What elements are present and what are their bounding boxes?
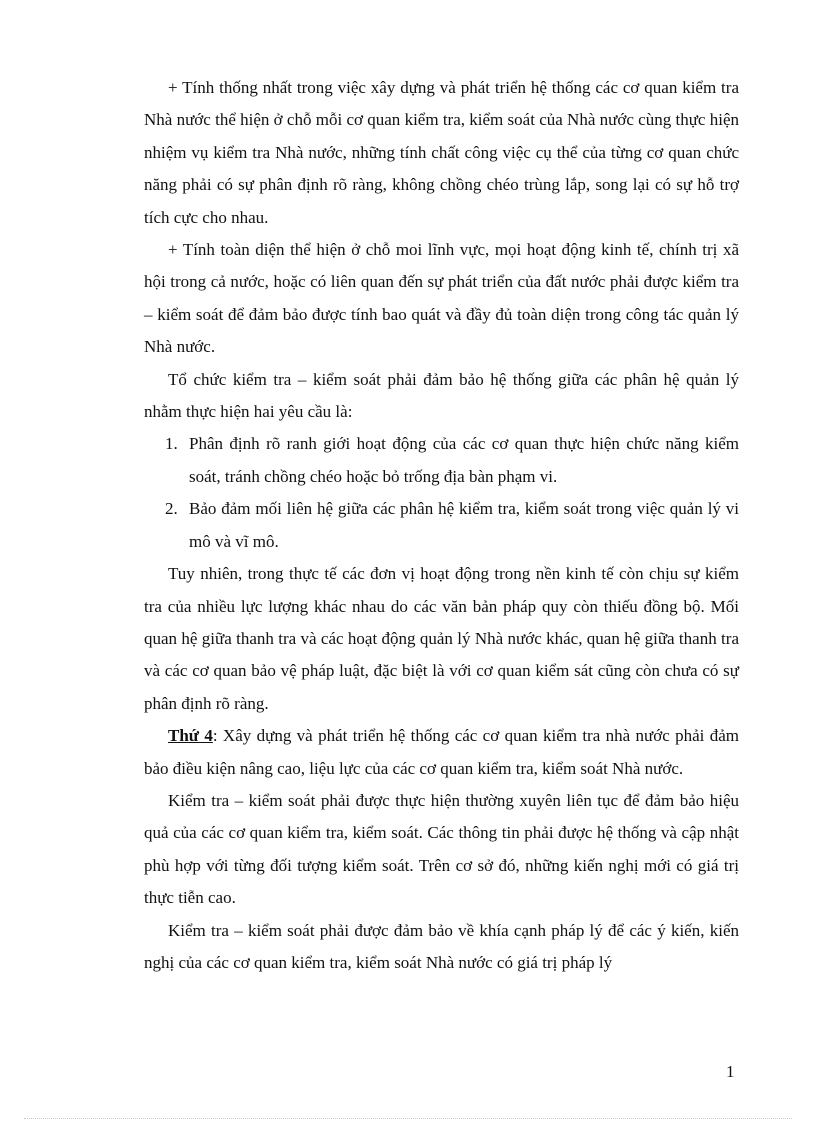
page-bottom-divider (24, 1118, 792, 1119)
paragraph-comprehensiveness: + Tính toàn diện thể hiện ở chỗ moi lĩnh vực, mọi hoạt động kinh tế, chính trị xã hội trong cả nước, hoặc có liên quan đến sự phát triển của đất nước phải được kiểm tra – kiểm soát để đảm bảo được tính bao quát và đầy đủ toàn diện trong công tác quản lý Nhà nước. (144, 240, 739, 357)
fourth-label: Thứ 4 (168, 726, 213, 746)
page-number: 1 (726, 1062, 735, 1081)
list-item-text: Phân định rõ ranh giới hoạt động của các cơ quan thực hiện chức năng kiểm soát, tránh chồng chéo hoặc bỏ trống địa bàn phạm vi. (189, 434, 739, 486)
paragraph-unity: + Tính thống nhất trong việc xây dựng và phát triển hệ thống các cơ quan kiểm tra Nhà nước thể hiện ở chỗ mỗi cơ quan kiểm tra, kiểm soát của Nhà nước cùng thực hiện nhiệm vụ kiểm tra Nhà nước, những tính chất công việc cụ thể của từng cơ quan chức năng phải có sự phân định rõ ràng, không chồng chéo trùng lắp, song lại có sự hỗ trợ tích cực cho nhau. (144, 78, 739, 227)
list-item (144, 493, 739, 558)
list-item-number: 2. (165, 499, 178, 519)
paragraph-fourth (144, 720, 739, 785)
document-body (144, 72, 739, 979)
requirements-list (144, 428, 739, 558)
paragraph-organization: Tổ chức kiểm tra – kiểm soát phải đảm bảo hệ thống giữa các phân hệ quản lý nhằm thực hiện hai yêu cầu là: (144, 369, 739, 422)
list-item-number: 1. (165, 434, 178, 454)
list-item (144, 428, 739, 493)
paragraph-however: Tuy nhiên, trong thực tế các đơn vị hoạt động trong nền kinh tế còn chịu sự kiểm tra của nhiều lực lượng khác nhau do các văn bản pháp quy còn thiếu đồng bộ. Mối quan hệ giữa thanh tra và các hoạt động quản lý Nhà nước khác, quan hệ giữa thanh tra và các cơ quan bảo vệ pháp luật, đặc biệt là với cơ quan kiểm sát cũng còn chưa có sự phân định rõ ràng. (144, 564, 739, 713)
fourth-text: : Xây dựng và phát triển hệ thống các cơ quan kiểm tra nhà nước phải đảm bảo điều kiện nâng cao, liệu lực của các cơ quan kiểm tra, kiểm soát Nhà nước. (144, 726, 740, 778)
paragraph-continuity: Kiểm tra – kiểm soát phải được thực hiện thường xuyên liên tục để đảm bảo hiệu quả của các cơ quan kiểm tra, kiểm soát. Các thông tin phải được hệ thống và cập nhật phù hợp với từng đối tượng kiểm soát. Trên cơ sở đó, những kiến nghị mới có giá trị thực tiễn cao. (144, 790, 739, 908)
list-item-text: Bảo đảm mối liên hệ giữa các phân hệ kiểm tra, kiểm soát trong việc quản lý vi mô và vĩ mô. (189, 499, 739, 551)
paragraph-legal: Kiểm tra – kiểm soát phải được đảm bảo về khía cạnh pháp lý để các ý kiến, kiến nghị của các cơ quan kiểm tra, kiểm soát Nhà nước có giá trị pháp lý (144, 920, 739, 972)
